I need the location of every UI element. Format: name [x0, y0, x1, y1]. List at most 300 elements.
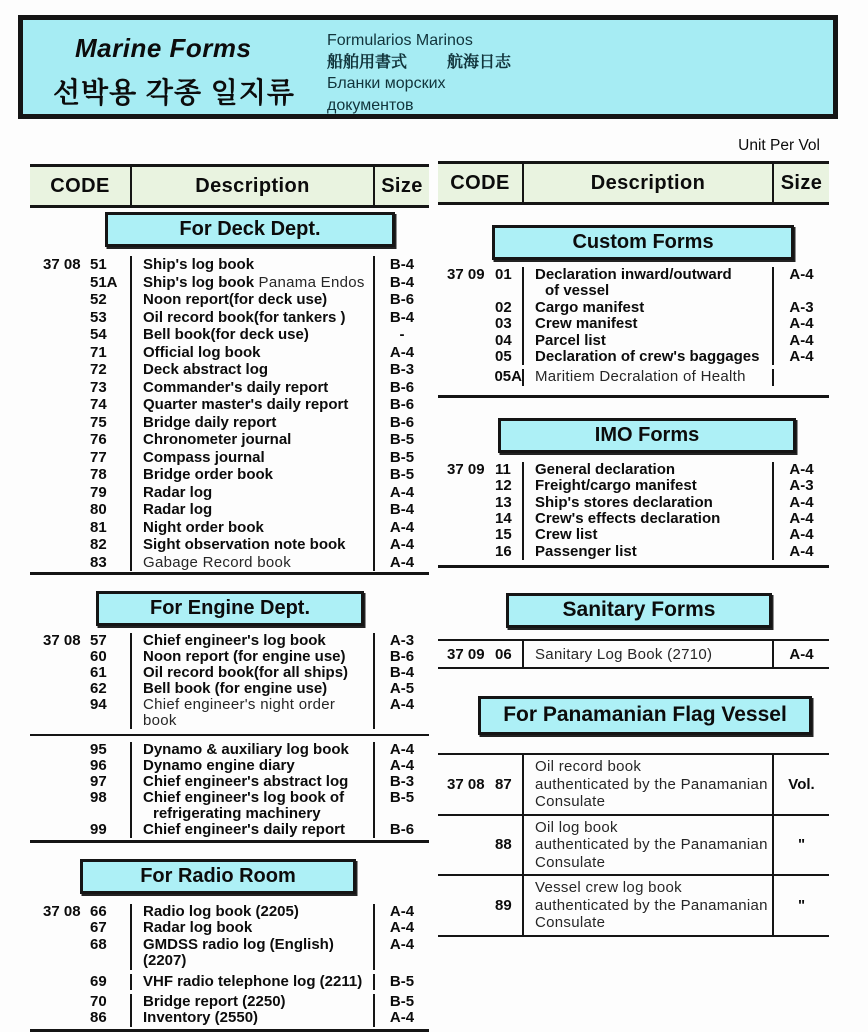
row-code [438, 876, 522, 935]
row-code-prefix [438, 544, 495, 560]
row-size: B-6 [389, 413, 415, 431]
row-size: A-4 [389, 483, 415, 501]
row-size: B-5 [389, 448, 415, 466]
subtitle-spanish: Formularios Marinos [327, 32, 473, 49]
row-code-prefix [30, 536, 90, 554]
row-code-prefix [30, 742, 90, 758]
row-code-prefix [30, 309, 90, 327]
row-code-prefix [30, 396, 90, 414]
subtitle-chinese: 航海日志 [447, 53, 512, 71]
row-code-number: 83 [90, 553, 107, 571]
deck-dept-rows [30, 256, 429, 575]
row-code [438, 333, 522, 349]
left-table-header [30, 164, 429, 208]
row-description: Oil record book(for all ships) [130, 665, 375, 681]
row-description: Ship's log book [130, 256, 375, 274]
row-description: Bell book(for deck use) [130, 326, 375, 344]
row-code-number: 96 [90, 757, 107, 774]
row-code-number: 01 [495, 266, 512, 283]
row-code-prefix [30, 501, 90, 519]
row-code [30, 484, 130, 502]
row-code-number: 57 [90, 632, 107, 649]
row-code-prefix [30, 974, 90, 990]
row-code-prefix [30, 697, 90, 729]
row-description: Declaration of crew's baggages [522, 349, 774, 365]
row-size: Vol. [788, 775, 815, 793]
table-row [438, 462, 829, 478]
row-description: Crew manifest [522, 316, 774, 332]
row-code-prefix: 37 08 [447, 775, 485, 793]
row-code-prefix [438, 349, 495, 365]
row-description: Chief engineer's night order book [130, 697, 375, 729]
row-code-number: 88 [495, 836, 512, 854]
row-code [30, 379, 130, 397]
row-description: Chief engineer's log book [130, 633, 375, 649]
row-size: B-6 [389, 291, 415, 308]
row-description: Night order book [130, 519, 375, 537]
row-code [30, 274, 130, 292]
row-code-number: 98 [90, 789, 107, 806]
row-description: Deck abstract log [130, 361, 375, 379]
table-row [438, 478, 829, 494]
row-code-number: 73 [90, 378, 107, 396]
table-row [30, 431, 429, 449]
row-code-number: 80 [90, 501, 107, 518]
row-code [438, 316, 522, 332]
row-code-number: 79 [90, 483, 107, 501]
row-code-number: 74 [90, 396, 107, 413]
row-code-number: 52 [90, 291, 107, 308]
table-row [30, 790, 429, 822]
column-header-description: Description [522, 164, 774, 202]
row-size: B-6 [389, 648, 415, 665]
subtitle-russian-line1: Бланки морских [327, 75, 446, 92]
row-code-number: 94 [90, 696, 107, 713]
row-size: A-4 [389, 696, 415, 713]
row-code-prefix [30, 274, 90, 292]
table-row [438, 544, 829, 560]
row-code [30, 536, 130, 554]
row-code [30, 501, 130, 519]
row-code-prefix: 37 08 [43, 632, 81, 649]
row-code-number: 86 [90, 1009, 107, 1027]
section-banner-imo-forms: IMO Forms [498, 418, 796, 453]
row-code [438, 816, 522, 875]
column-header-size: Size [780, 171, 823, 194]
row-code [30, 681, 130, 697]
row-code-prefix [30, 519, 90, 537]
row-code [30, 920, 130, 936]
row-code-prefix [438, 369, 494, 385]
row-description: Official log book [130, 344, 375, 362]
row-code [30, 256, 130, 274]
row-code [30, 904, 130, 920]
table-row [30, 758, 429, 774]
column-header-code: CODE [50, 174, 110, 197]
row-size: A-4 [389, 741, 415, 758]
row-size: " [797, 836, 806, 854]
row-code [438, 462, 522, 478]
row-size: B-4 [389, 273, 415, 291]
row-size: A-4 [389, 518, 415, 536]
row-code [30, 790, 130, 822]
sanitary-forms-rows [438, 639, 829, 669]
table-row [438, 641, 829, 669]
row-code-number: 51A [90, 273, 118, 291]
row-code-prefix: 37 09 [447, 645, 485, 663]
table-row [30, 649, 429, 665]
row-size: A-4 [389, 343, 415, 361]
row-code-prefix [438, 316, 495, 332]
row-description: Passenger list [522, 544, 774, 560]
row-code-number: 87 [495, 775, 512, 793]
table-row [30, 904, 429, 920]
row-code-prefix [30, 681, 90, 697]
row-code-prefix [30, 822, 90, 838]
row-code-prefix: 37 09 [447, 266, 485, 283]
row-code-prefix [30, 291, 90, 309]
left-column [30, 0, 429, 1032]
table-row [30, 742, 429, 758]
section-banner-sanitary-forms: Sanitary Forms [506, 593, 772, 628]
row-size: A-4 [789, 645, 814, 663]
row-size: B-5 [389, 466, 415, 483]
row-code [438, 369, 522, 385]
table-row [30, 536, 429, 554]
row-code-prefix [438, 495, 495, 511]
column-header-description: Description [130, 167, 375, 205]
table-row [30, 974, 429, 990]
table-row [30, 466, 429, 484]
row-code-prefix [30, 937, 90, 970]
row-code-number: 89 [495, 896, 512, 914]
table-row [30, 396, 429, 414]
row-size: B-6 [389, 396, 415, 413]
row-code-number: 05A [494, 368, 522, 386]
table-row [30, 274, 429, 292]
row-size: A-3 [789, 477, 814, 495]
row-code-number: 72 [90, 361, 107, 378]
row-code-prefix: 37 08 [43, 256, 81, 273]
table-row [30, 822, 429, 838]
row-description: Compass journal [130, 449, 375, 467]
right-table-header [438, 161, 829, 205]
row-description: Bell book (for engine use) [130, 681, 375, 697]
row-code [30, 396, 130, 414]
table-row [438, 876, 829, 937]
row-size: A-4 [389, 757, 415, 774]
row-code [438, 641, 522, 667]
row-description: Noon report (for engine use) [130, 649, 375, 665]
row-code [30, 431, 130, 449]
row-code [30, 633, 130, 649]
table-row [438, 816, 829, 877]
row-description: Bridge report (2250) [130, 994, 375, 1010]
table-row [438, 300, 829, 316]
row-code-number: 03 [495, 315, 512, 333]
row-size: A-4 [789, 542, 814, 560]
row-code-number: 81 [90, 518, 107, 536]
row-description: Dynamo & auxiliary log book [130, 742, 375, 758]
row-code-prefix [438, 333, 495, 349]
row-description: General declaration [522, 462, 774, 478]
row-description: Ship's log book Panama Endos [130, 274, 375, 292]
row-code-number: 70 [90, 993, 107, 1011]
subtitle-japanese: 船舶用書式 [327, 53, 408, 71]
row-code [438, 300, 522, 316]
row-code [30, 309, 130, 327]
row-size: A-4 [389, 536, 415, 553]
row-code-prefix [438, 527, 495, 543]
row-size: B-6 [389, 821, 415, 838]
row-size: B-4 [389, 501, 415, 518]
row-code-prefix [30, 554, 90, 572]
row-code-prefix [30, 344, 90, 362]
row-code-number: 67 [90, 919, 107, 937]
row-code [438, 349, 522, 365]
row-code-number: 78 [90, 466, 107, 483]
row-code [30, 774, 130, 790]
row-code-number: 60 [90, 648, 107, 665]
row-code [30, 697, 130, 729]
table-row [30, 484, 429, 502]
table-row [30, 501, 429, 519]
row-description: Chief engineer's log book of refrigerating machinery [130, 790, 375, 822]
row-size: B-4 [389, 256, 415, 273]
row-code-prefix [30, 665, 90, 681]
row-description: VHF radio telephone log (2211) [130, 974, 375, 990]
table-row [30, 554, 429, 572]
row-code-number: 02 [495, 298, 512, 316]
table-row [30, 326, 429, 344]
row-code-number: 51 [90, 256, 107, 273]
row-code-prefix: 37 08 [43, 903, 81, 920]
row-description: Ship's stores declaration [522, 495, 774, 511]
table-row [438, 369, 829, 385]
table-row [30, 256, 429, 274]
table-row [438, 755, 829, 816]
section-banner-panamanian-flag-vessel: For Panamanian Flag Vessel [478, 696, 812, 735]
row-code [30, 1010, 130, 1026]
page-title-korean: 선박용 각종 일지류 [53, 77, 295, 108]
row-description: Crew's effects declaration [522, 511, 774, 527]
row-description: Sanitary Log Book (2710) [522, 641, 774, 667]
custom-forms-rows [438, 267, 829, 398]
row-size: " [797, 896, 806, 914]
row-code [438, 478, 522, 494]
row-size: B-5 [389, 993, 415, 1011]
row-size: - [399, 326, 405, 343]
row-description: Sight observation note book [130, 536, 375, 554]
row-size: A-4 [389, 903, 415, 920]
row-code-prefix [438, 300, 495, 316]
row-code [30, 665, 130, 681]
row-code-prefix [438, 511, 495, 527]
row-size: A-4 [789, 460, 814, 478]
section-banner-engine-dept: For Engine Dept. [96, 591, 364, 626]
row-code-number: 95 [90, 741, 107, 758]
row-code-number: 61 [90, 664, 107, 681]
row-code-prefix [30, 414, 90, 432]
row-size: A-3 [389, 632, 415, 649]
row-code [30, 649, 130, 665]
table-row [30, 774, 429, 790]
row-code [438, 527, 522, 543]
imo-forms-rows [438, 462, 829, 568]
row-description: Maritiem Decralation of Health [522, 369, 774, 385]
row-description: Oil log book authenticated by the Panamanian Consulate [522, 816, 774, 875]
row-code-number: 99 [90, 821, 107, 838]
row-code-prefix [30, 449, 90, 467]
table-row [30, 379, 429, 397]
row-code [30, 326, 130, 344]
section-banner-deck-dept: For Deck Dept. [105, 212, 395, 247]
row-code-number: 15 [495, 526, 512, 544]
row-size: B-4 [389, 308, 415, 326]
row-code [30, 344, 130, 362]
row-size: A-4 [389, 919, 415, 937]
row-size: A-4 [789, 348, 814, 366]
row-size: B-5 [389, 431, 415, 448]
row-description: Radar log book [130, 920, 375, 936]
panamanian-flag-vessel-rows [438, 753, 829, 937]
row-description: Commander's daily report [130, 379, 375, 397]
row-size: A-4 [789, 331, 814, 349]
table-row [30, 344, 429, 362]
engine-dept-rows [30, 633, 429, 843]
row-size: A-4 [789, 510, 814, 528]
row-code [30, 758, 130, 774]
row-code [30, 414, 130, 432]
row-code [30, 361, 130, 379]
row-code-prefix: 37 09 [447, 460, 485, 478]
page-title: Marine Forms [75, 33, 252, 63]
table-row [30, 361, 429, 379]
row-code-number: 69 [90, 972, 107, 990]
row-description: Noon report(for deck use) [130, 291, 375, 309]
table-row [30, 414, 429, 432]
table-row [438, 267, 829, 300]
table-row [438, 511, 829, 527]
table-row [30, 291, 429, 309]
row-code-number: 13 [495, 493, 512, 511]
engine-dept-rows-group2 [30, 736, 429, 840]
row-code-number: 54 [90, 326, 107, 343]
table-row [438, 349, 829, 365]
row-size: B-4 [389, 664, 415, 681]
section-banner-custom-forms: Custom Forms [492, 225, 794, 260]
row-code-prefix [30, 379, 90, 397]
row-code-number: 68 [90, 935, 107, 953]
table-row [30, 937, 429, 970]
row-size: B-5 [389, 789, 415, 806]
row-code-prefix [30, 466, 90, 484]
row-size [774, 369, 829, 385]
row-code-prefix [30, 326, 90, 344]
row-code-number: 82 [90, 536, 107, 553]
row-size: A-4 [789, 266, 814, 283]
unit-per-vol-note: Unit Per Vol [738, 137, 820, 154]
row-description: Quarter master's daily report [130, 396, 375, 414]
row-description: Cargo manifest [522, 300, 774, 316]
row-description: GMDSS radio log (English)(2207) [130, 937, 375, 970]
row-code-number: 76 [90, 431, 107, 448]
table-row [438, 333, 829, 349]
row-description: Gabage Record book [130, 554, 375, 572]
row-code [30, 974, 130, 990]
row-code [438, 495, 522, 511]
table-row [438, 495, 829, 511]
row-description: Radio log book (2205) [130, 904, 375, 920]
table-row [438, 527, 829, 543]
row-size: B-3 [389, 773, 415, 790]
section-banner-radio-room: For Radio Room [80, 859, 356, 894]
row-code [30, 822, 130, 838]
row-code-number: 75 [90, 413, 107, 431]
table-row [30, 665, 429, 681]
row-code-prefix [30, 649, 90, 665]
row-description: Chief engineer's daily report [130, 822, 375, 838]
row-description: Radar log [130, 501, 375, 519]
row-code-number: 04 [495, 331, 512, 349]
row-description: Chief engineer's abstract log [130, 774, 375, 790]
row-code-number: 71 [90, 343, 107, 361]
table-row [30, 449, 429, 467]
row-code [30, 291, 130, 309]
row-code-prefix [30, 920, 90, 936]
table-row [30, 309, 429, 327]
column-header-code: CODE [450, 171, 510, 194]
row-code-prefix [30, 361, 90, 379]
row-code-prefix [30, 790, 90, 822]
row-code [30, 466, 130, 484]
row-size: A-5 [389, 680, 415, 697]
row-description: Chronometer journal [130, 431, 375, 449]
row-description: Parcel list [522, 333, 774, 349]
row-code-prefix [30, 1010, 90, 1026]
row-code-number: 05 [495, 348, 512, 366]
row-size: A-4 [789, 526, 814, 544]
row-code [30, 519, 130, 537]
row-description: Crew list [522, 527, 774, 543]
row-size: A-3 [789, 298, 814, 316]
table-row [30, 1010, 429, 1026]
row-code-number: 62 [90, 680, 107, 697]
row-description: Oil record book authenticated by the Panamanian Consulate [522, 755, 774, 814]
row-code [438, 755, 522, 814]
row-code-number: 77 [90, 448, 107, 466]
row-description: Vessel crew log book authenticated by the Panamanian Consulate [522, 876, 774, 935]
row-code [438, 511, 522, 527]
row-size: A-4 [789, 315, 814, 333]
row-description: Declaration inward/outward of vessel [522, 267, 774, 300]
row-description: Dynamo engine diary [130, 758, 375, 774]
subtitle-russian-line2: документов [327, 96, 414, 114]
row-size: B-3 [389, 361, 415, 378]
row-code-prefix [30, 774, 90, 790]
row-code-number: 53 [90, 308, 107, 326]
row-code [30, 742, 130, 758]
row-size: A-4 [389, 553, 415, 571]
radio-room-rows [30, 904, 429, 1032]
table-row [30, 697, 429, 729]
row-code-prefix [30, 431, 90, 449]
row-code-number: 16 [495, 542, 512, 560]
engine-dept-rows-group1 [30, 633, 429, 736]
row-description: Freight/cargo manifest [522, 478, 774, 494]
row-code [30, 554, 130, 572]
row-code-number: 97 [90, 773, 107, 790]
